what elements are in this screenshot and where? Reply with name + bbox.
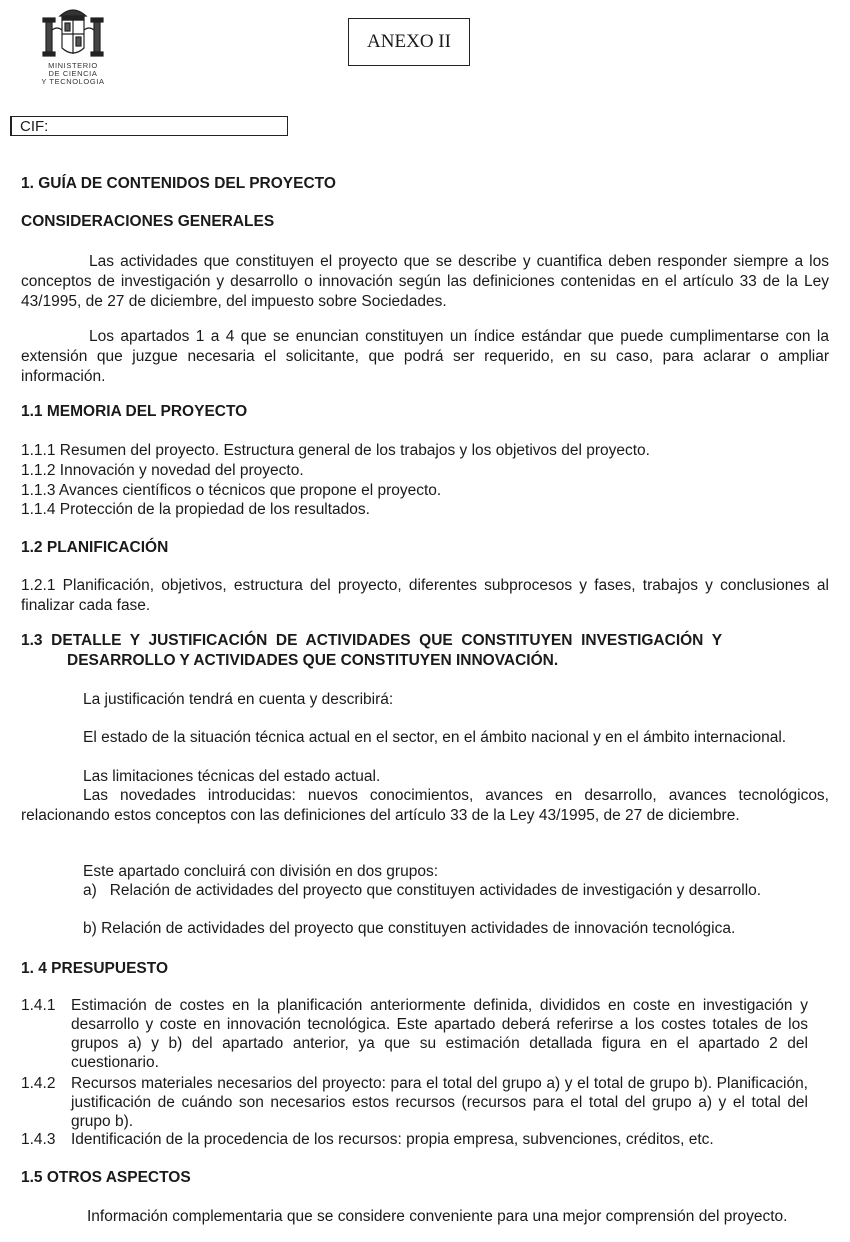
cif-field[interactable]: CIF: (10, 116, 288, 136)
general-paragraph-2: Los apartados 1 a 4 que se enuncian constituyen un índice estándar que puede cumplimentarse con la extensión que juzgue necesaria el solicitante, que podrá ser requerido, en su caso, para aclarar o ampliar información. (21, 328, 829, 385)
item-text: Identificación de la procedencia de los recursos: propia empresa, subvenciones, créditos, etc. (71, 1131, 714, 1148)
section-1-3-intro: La justificación tendrá en cuenta y describirá: (83, 691, 394, 708)
item-text: Recursos materiales necesarios del proyecto: para el total del grupo a) y el total de grupo b). Planificación, justificación de cuándo son necesarios estos recursos (recursos para el total del grupo a) y el total del grupo b). (71, 1075, 808, 1130)
section-1-3-paragraph-4: Este apartado concluirá con división en dos grupos: (83, 863, 438, 880)
list-item: 1.1.3 Avances científicos o técnicos que propone el proyecto. (21, 482, 442, 499)
section-1-5-heading: 1.5 OTROS ASPECTOS (21, 1169, 191, 1186)
budget-item-1-4-3 (21, 1130, 808, 1149)
general-paragraph-1: Las actividades que constituyen el proyecto que se describe y cuantifica deben responder siempre a los conceptos de investigación y desarrollo o innovación según las definiciones contenidas en el artículo 33 de la Ley 43/1995, de 27 de diciembre, del impuesto sobre Sociedades. (21, 253, 829, 310)
ministry-logo (28, 4, 118, 86)
item-text: Estimación de costes en la planificación anteriormente definida, divididos en coste en investigación y desarrollo y coste en innovación tecnológica. Este apartado deberá referirse a los costes totales de los grupos a) y b) del apartado anterior, ya que su estimación detallada figura en el apartado 2 del cuestionario. (71, 997, 808, 1071)
section-1-3-paragraph-1: El estado de la situación técnica actual en el sector, en el ámbito nacional y en el ámbito internacional. (83, 729, 787, 746)
section-1-3-heading-line-1: 1.3 DETALLE Y JUSTIFICACIÓN DE ACTIVIDADES QUE CONSTITUYEN INVESTIGACIÓN Y (21, 632, 723, 649)
item-number: 1.4.2 (21, 1075, 56, 1092)
section-1-2-heading: 1.2 PLANIFICACIÓN (21, 539, 169, 556)
section-1-2-text: 1.2.1 Planificación, objetivos, estructura del proyecto, diferentes subprocesos y fases, trabajos y conclusiones al finalizar cada fase. (21, 577, 829, 614)
group-b-item: b) Relación de actividades del proyecto que constituyen actividades de innovación tecnológica. (83, 920, 736, 937)
section-1-3-paragraph-3: Las novedades introducidas: nuevos conocimientos, avances en desarrollo, avances tecnológicos, relacionando estos conceptos con las definiciones del artículo 33 de la Ley 43/1995, de 27 de diciembre. (21, 787, 829, 824)
list-item: 1.1.2 Innovación y novedad del proyecto. (21, 462, 304, 479)
section-1-5-text: Información complementaria que se considere conveniente para una mejor comprensión del proyecto. (87, 1208, 788, 1225)
section-1-3-paragraph-2: Las limitaciones técnicas del estado actual. (83, 768, 381, 785)
item-number: 1.4.1 (21, 997, 56, 1014)
ministry-name: MINISTERIO DE CIENCIA Y TECNOLOGIA (41, 61, 105, 86)
budget-item-1-4-1 (21, 996, 808, 1072)
section-1-1-heading: 1.1 MEMORIA DEL PROYECTO (21, 403, 248, 420)
group-a-item: a) Relación de actividades del proyecto que constituyen actividades de investigación y desarrollo. (83, 882, 762, 899)
list-item: 1.1.1 Resumen del proyecto. Estructura general de los trabajos y los objetivos del proyecto. (21, 442, 650, 459)
item-number: 1.4.3 (21, 1131, 56, 1148)
section-1-4-heading: 1. 4 PRESUPUESTO (21, 960, 169, 977)
general-heading: CONSIDERACIONES GENERALES (21, 213, 275, 230)
doc-title: 1. GUÍA DE CONTENIDOS DEL PROYECTO (21, 175, 336, 192)
list-item: 1.1.4 Protección de la propiedad de los resultados. (21, 501, 370, 518)
coat-of-arms-icon (38, 4, 108, 62)
budget-item-1-4-2 (21, 1074, 808, 1131)
section-1-3-heading-line-2: DESARROLLO Y ACTIVIDADES QUE CONSTITUYEN INNOVACIÓN. (67, 652, 559, 669)
anexo-box: ANEXO II (348, 18, 470, 66)
